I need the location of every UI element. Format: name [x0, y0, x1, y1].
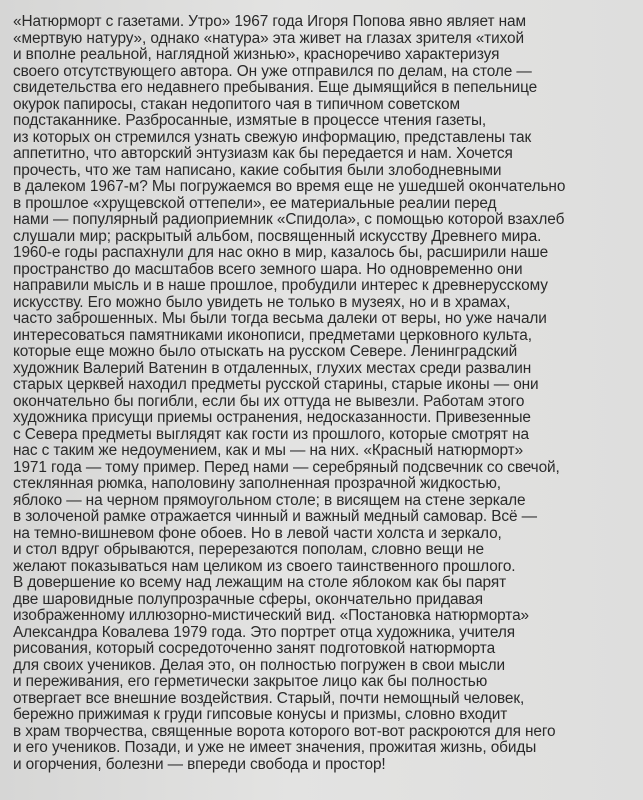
text-line: своего отсутствующего автора. Он уже отправился по делам, на столе —: [13, 63, 532, 80]
text-line: подстаканнике. Разбросанные, измятые в процессе чтения газеты,: [13, 113, 487, 129]
text-line: интересоваться памятниками иконописи, предметами церковного культа,: [13, 327, 532, 344]
text-line: искусству. Его можно было увидеть не только в музеях, но и в храмах,: [13, 294, 511, 311]
text-line: «Натюрморт с газетами. Утро» 1967 года Игоря Попова явно являет нам: [13, 14, 526, 30]
text-line: и его учеников. Позади, и уже не имеет значения, прожитая жизнь, обиды: [13, 740, 537, 756]
text-line: бережно прижимая к груди гипсовые конусы и призмы, словно входит: [13, 707, 508, 723]
text-line: слушали мир; раскрытый альбом, посвященный искусству Древнего мира.: [13, 228, 542, 245]
text-line: нами — популярный радиоприемник «Спидола», с помощью которой взахлеб: [13, 212, 565, 228]
text-line: В довершение ко всему над лежащим на столе яблоком как бы парят: [13, 575, 507, 591]
text-line: рисования, который сосредоточенно занят подготовкой натюрморта: [13, 641, 496, 657]
text-line: «мертвую натуру», однако «натура» эта живет на глазах зрителя «тихой: [13, 30, 525, 47]
text-line: старых церквей находил предметы русской старины, старые иконы — они: [13, 377, 539, 393]
text-line: художника присущи приемы остранения, недосказанности. Привезенные: [13, 410, 531, 426]
text-line: изображенному иллюзорно-мистический вид. «Постановка натюрморта»: [13, 608, 529, 624]
text-line: стеклянная рюмка, наполовину заполненная прозрачной жидкостью,: [13, 476, 501, 492]
text-line: и переживания, его герметически закрытое лицо как бы полностью: [13, 674, 488, 690]
text-line: яблоко — на черном прямоугольном столе; в висящем на стене зеркале: [13, 492, 526, 509]
text-line: пространство до масштабов всего земного шара. Но одновременно они: [13, 261, 523, 278]
text-line: желают показываться нам целиком из своего таинственного прошлого.: [13, 558, 516, 575]
text-line: художник Валерий Ватенин в отдаленных, глухих местах среди развалин: [13, 360, 532, 377]
text-line: 1960-е годы распахнули для нас окно в мир, казалось бы, расширили наше: [13, 245, 549, 261]
text-line: прочесть, что же там написано, какие события были злободневными: [13, 162, 502, 179]
text-line: в храм творчества, священные ворота которого вот-вот раскроются для него: [13, 723, 556, 740]
text-line: и огорчения, болезни — впереди свобода и простор!: [13, 756, 386, 773]
text-line: аппетитно, что авторский энтузиазм как бы передается и нам. Хочется: [13, 146, 513, 162]
text-line: нас с таким же недоумением, как и мы — на них. «Красный натюрморт»: [13, 443, 524, 459]
text-line: и стол вдруг обрываются, перерезаются пополам, словно вещи не: [13, 542, 484, 558]
text-line: окончательно бы погибли, если бы их оттуда не вывезли. Работам этого: [13, 393, 525, 410]
text-line: направили мысль и в наше прошлое, пробудили интерес к древнерусскому: [13, 278, 548, 294]
text-line: и вполне реальной, наглядной жизнью», красноречиво характеризуя: [13, 47, 500, 63]
text-line: Александра Ковалева 1979 года. Это портрет отца художника, учителя: [13, 624, 515, 641]
text-line: в прошлое «хрущевской оттепели», ее материальные реалии перед: [13, 195, 497, 212]
article-text: [13, 14, 638, 773]
text-line: свидетельства его недавнего пребывания. Еще дымящийся в пепельнице: [13, 80, 538, 96]
text-line: в золоченой рамке отражается чинный и важный медный самовар. Всё —: [13, 509, 537, 525]
text-line: две шаровидные полупрозрачные сферы, окончательно придавая: [13, 591, 484, 608]
text-line: окурок папиросы, стакан недопитого чая в типичном советском: [13, 96, 460, 113]
text-line: в далеком 1967-м? Мы погружаемся во время еще не ушедшей окончательно: [13, 179, 566, 195]
text-line: 1971 года — тому пример. Перед нами — серебряный подсвечник со свечой,: [13, 459, 560, 476]
text-line: отвергает все внешние воздействия. Старый, почти немощный человек,: [13, 690, 525, 707]
text-line: с Севера предметы выглядят как гости из прошлого, которые смотрят на: [13, 426, 529, 443]
text-line: на темно-вишневом фоне обоев. Но в левой части холста и зеркало,: [13, 525, 502, 542]
text-line: из которых он стремился узнать свежую информацию, представлены так: [13, 129, 532, 146]
text-line: для своих учеников. Делая это, он полностью погружен в свои мысли: [13, 657, 505, 674]
text-line: часто заброшенных. Мы были тогда весьма далеки от веры, но уже начали: [13, 311, 547, 327]
text-line: которые еще можно было отыскать на русском Севере. Ленинградский: [13, 344, 518, 360]
